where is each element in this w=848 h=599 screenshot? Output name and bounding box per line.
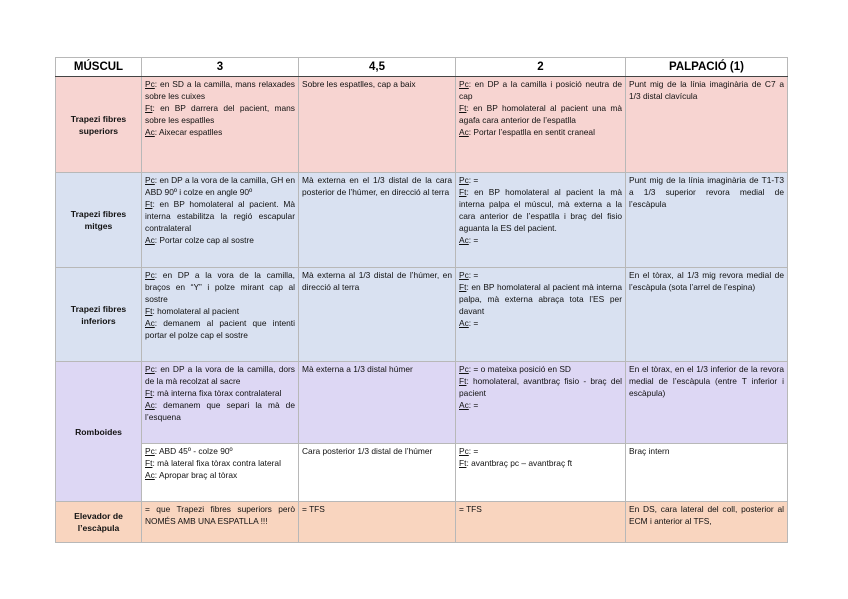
- cell-key: Pc: [459, 175, 469, 185]
- cell-key: Pc: [145, 270, 155, 280]
- cell-line: [145, 363, 295, 387]
- cell-line: [145, 78, 295, 102]
- cell-line: [145, 305, 295, 317]
- test-3-cell: [142, 173, 299, 268]
- cell-text: : demanem al pacient que intenti portar el polze cap el sostre: [145, 318, 295, 340]
- cell-key: Ft: [145, 306, 153, 316]
- cell-text: : en BP homolateral al pacient mà interna palpa, mà externa abraça tota l’ES per davant: [459, 282, 622, 316]
- cell-line: [459, 234, 622, 246]
- cell-text: Mà externa en el 1/3 distal de la cara posterior de l’húmer, en direcció al terra: [302, 175, 452, 197]
- cell-key: Pc: [145, 446, 155, 456]
- test-3-cell: [142, 502, 299, 543]
- muscle-name: Trapezi fibres superiors: [56, 77, 142, 173]
- palpation-cell: Punt mig de la línia imaginària de C7 a 1/3 distal clavícula: [626, 77, 788, 173]
- cell-line: [302, 174, 452, 198]
- table-row: [56, 77, 788, 173]
- cell-key: Pc: [459, 79, 469, 89]
- document: [55, 57, 788, 543]
- cell-line: [145, 503, 295, 527]
- cell-text: Sobre les espatlles, cap a baix: [302, 79, 416, 89]
- cell-key: Ac: [459, 318, 469, 328]
- cell-line: [145, 399, 295, 423]
- cell-key: Ft: [459, 103, 467, 113]
- cell-line: [459, 399, 622, 411]
- cell-key: Pc: [459, 270, 469, 280]
- cell-text: : en SD a la camilla, mans relaxades sobre les cuixes: [145, 79, 295, 101]
- cell-text: : en DP a la vora de la camilla, braços en “Y” i polze mirant cap al sostre: [145, 270, 295, 304]
- cell-key: Ac: [459, 127, 469, 137]
- cell-key: Ft: [459, 187, 467, 197]
- cell-line: [459, 186, 622, 234]
- cell-line: [459, 126, 622, 138]
- palpation-cell: En DS, cara lateral del coll, posterior al ECM i anterior al TFS,: [626, 502, 788, 543]
- cell-line: [145, 457, 295, 469]
- cell-text: : en BP homolateral al pacient la mà interna palpa el múscul, mà externa a la cara anterior de l’espatlla i braç del fisio aguanta la ES del pacient.: [459, 187, 622, 233]
- cell-line: [459, 78, 622, 102]
- test-3-cell: [142, 268, 299, 362]
- cell-line: [145, 174, 295, 198]
- cell-key: Pc: [459, 364, 469, 374]
- cell-key: Ac: [459, 235, 469, 245]
- cell-line: [145, 234, 295, 246]
- cell-line: [459, 174, 622, 186]
- cell-key: Ft: [145, 458, 153, 468]
- test-3-cell: [142, 444, 299, 502]
- test-3-cell: [142, 362, 299, 444]
- cell-line: [459, 363, 622, 375]
- cell-key: Ft: [145, 103, 153, 113]
- cell-key: Ft: [145, 388, 153, 398]
- cell-line: [459, 102, 622, 126]
- cell-text: : =: [468, 400, 479, 410]
- cell-text: : = o mateixa posició en SD: [468, 364, 571, 374]
- test-2-cell: [456, 268, 626, 362]
- cell-line: [302, 503, 452, 515]
- cell-text: Mà externa a 1/3 distal húmer: [302, 364, 413, 374]
- table-row: [56, 502, 788, 543]
- cell-line: [145, 126, 295, 138]
- cell-key: Pc: [459, 446, 469, 456]
- cell-line: [302, 363, 452, 375]
- cell-line: [302, 269, 452, 293]
- cell-text: : =: [468, 175, 479, 185]
- cell-text: : en BP homolateral al pacient. Mà interna estabilitza la regió escapular contralateral: [145, 199, 295, 233]
- cell-text: : homolateral, avantbraç fisio - braç del pacient: [459, 376, 622, 398]
- header-45: 4,5: [299, 58, 456, 77]
- cell-line: [145, 317, 295, 341]
- palpation-cell: Braç intern: [626, 444, 788, 502]
- cell-text: = TFS: [302, 504, 325, 514]
- test-2-cell: [456, 502, 626, 543]
- cell-text: = TFS: [459, 504, 482, 514]
- cell-text: : en DP a la vora de la camilla, dors de la mà recolzat al sacre: [145, 364, 295, 386]
- cell-key: Ac: [145, 127, 155, 137]
- test-45-cell: [299, 362, 456, 444]
- cell-text: : Aixecar espatlles: [154, 127, 223, 137]
- cell-key: Pc: [145, 175, 155, 185]
- cell-text: : en DP a la vora de la camilla, GH en ABD 90º i colze en angle 90º: [145, 175, 295, 197]
- cell-text: : demanem que separi la mà de l’esquena: [145, 400, 295, 422]
- cell-key: Ft: [459, 458, 467, 468]
- cell-text: : mà lateral fixa tòrax contra lateral: [152, 458, 281, 468]
- cell-line: [459, 281, 622, 317]
- cell-line: [145, 102, 295, 126]
- muscle-table: [55, 57, 788, 543]
- cell-line: [145, 469, 295, 481]
- cell-key: Ac: [145, 318, 155, 328]
- cell-key: Ft: [459, 282, 467, 292]
- muscle-name: Romboides: [56, 362, 142, 502]
- palpation-cell: Punt mig de la línia imaginària de T1-T3 a 1/3 superior revora medial de l’escàpula: [626, 173, 788, 268]
- cell-key: Ac: [145, 235, 155, 245]
- cell-text: : ABD 45º - colze 90º: [154, 446, 233, 456]
- test-2-cell: [456, 362, 626, 444]
- test-45-cell: [299, 444, 456, 502]
- header-palpation: PALPACIÓ (1): [626, 58, 788, 77]
- cell-text: Mà externa al 1/3 distal de l’húmer, en direcció al terra: [302, 270, 452, 292]
- table-row: [56, 362, 788, 444]
- test-2-cell: [456, 173, 626, 268]
- table-row: [56, 444, 788, 502]
- muscle-name: Trapezi fibres inferiors: [56, 268, 142, 362]
- table-row: [56, 268, 788, 362]
- cell-key: Pc: [145, 79, 155, 89]
- cell-line: [145, 387, 295, 399]
- cell-text: : avantbraç pc – avantbraç ft: [466, 458, 573, 468]
- cell-line: [145, 269, 295, 305]
- palpation-cell: En el tòrax, al 1/3 mig revora medial de l’escàpula (sota l’arrel de l’espina): [626, 268, 788, 362]
- cell-line: [302, 78, 452, 90]
- test-2-cell: [456, 77, 626, 173]
- cell-text: : =: [468, 446, 479, 456]
- cell-key: Ft: [459, 376, 467, 386]
- cell-line: [459, 269, 622, 281]
- cell-key: Ac: [145, 470, 155, 480]
- muscle-name: Elevador de l’escàpula: [56, 502, 142, 543]
- test-45-cell: [299, 77, 456, 173]
- test-45-cell: [299, 502, 456, 543]
- cell-text: : Portar l’espatlla en sentit craneal: [468, 127, 595, 137]
- palpation-cell: En el tòrax, en el 1/3 inferior de la revora medial de l’escàpula (entre T inferior i escàpula): [626, 362, 788, 444]
- cell-line: [145, 445, 295, 457]
- header-2: 2: [456, 58, 626, 77]
- cell-line: [302, 445, 452, 457]
- cell-line: [145, 198, 295, 234]
- cell-text: : Portar colze cap al sostre: [154, 235, 254, 245]
- cell-text: : =: [468, 270, 479, 280]
- cell-line: [459, 503, 622, 515]
- test-2-cell: [456, 444, 626, 502]
- cell-text: : Apropar braç al tòrax: [154, 470, 238, 480]
- test-45-cell: [299, 173, 456, 268]
- cell-line: [459, 317, 622, 329]
- cell-text: : en DP a la camilla i posició neutra de cap: [459, 79, 622, 101]
- cell-text: : mà interna fixa tòrax contralateral: [152, 388, 282, 398]
- cell-key: Pc: [145, 364, 155, 374]
- test-3-cell: [142, 77, 299, 173]
- cell-text: : en BP darrera del pacient, mans sobre les espatlles: [145, 103, 295, 125]
- header-3: 3: [142, 58, 299, 77]
- cell-line: [459, 457, 622, 469]
- cell-text: Cara posterior 1/3 distal de l’húmer: [302, 446, 433, 456]
- cell-key: Ac: [459, 400, 469, 410]
- table-row: [56, 173, 788, 268]
- cell-line: [459, 445, 622, 457]
- cell-line: [459, 375, 622, 399]
- cell-key: Ft: [145, 199, 153, 209]
- cell-text: : =: [468, 235, 479, 245]
- cell-text: : en BP homolateral al pacient una mà agafa cara anterior de l’espatlla: [459, 103, 622, 125]
- cell-text: : =: [468, 318, 479, 328]
- header-muscle: MÚSCUL: [56, 58, 142, 77]
- cell-key: Ac: [145, 400, 155, 410]
- cell-text: = que Trapezi fibres superiors però NOMÉS AMB UNA ESPATLLA !!!: [145, 504, 295, 526]
- header-row: [56, 58, 788, 77]
- test-45-cell: [299, 268, 456, 362]
- muscle-name: Trapezi fibres mitges: [56, 173, 142, 268]
- cell-text: : homolateral al pacient: [152, 306, 240, 316]
